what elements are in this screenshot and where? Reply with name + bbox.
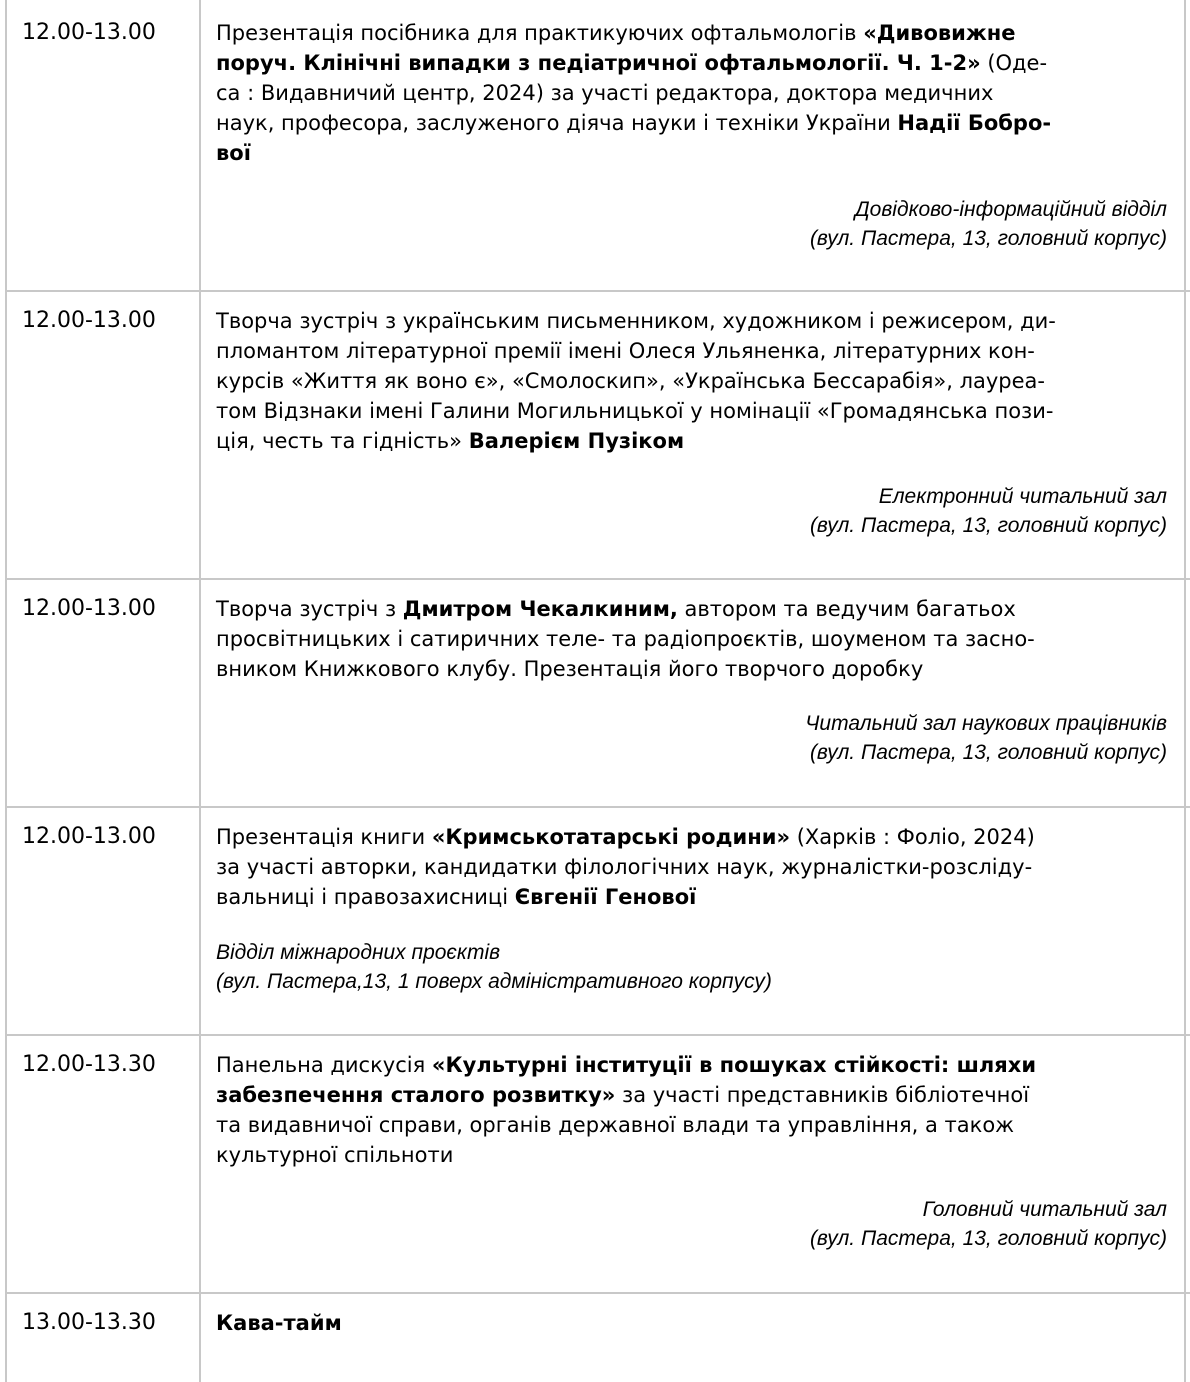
description-bold-text: Валерієм Пузіком — [468, 429, 685, 453]
description-line — [216, 138, 1051, 168]
table-border-right — [1184, 0, 1186, 1382]
event-description — [216, 594, 1035, 684]
description-text: за участі авторки, кандидатки філологічних наук, журналістки-розсліду- — [216, 855, 1033, 879]
location-name: Відділ міжнародних проєктів — [216, 941, 501, 964]
description-bold-text: поруч. Клінічні випадки з педіатричної офтальмології. Ч. 1-2» — [216, 51, 981, 75]
description-line — [216, 852, 1035, 882]
event-time: 12.00-13.00 — [22, 308, 156, 333]
description-line — [216, 624, 1035, 654]
description-bold-text: Євгенії Генової — [514, 885, 697, 909]
table-border-left — [5, 0, 7, 1382]
location-address: (вул. Пастера, 13, головний корпус) — [809, 227, 1167, 250]
event-location — [810, 195, 1167, 253]
description-line — [216, 822, 1035, 852]
description-text: вальниці і правозахисниці — [216, 885, 515, 909]
location-name: Довідково-інформаційний відділ — [854, 198, 1167, 221]
description-line — [216, 336, 1056, 366]
event-description — [216, 18, 1051, 168]
description-text: наук, професора, заслуженого діяча науки і техніки України — [216, 111, 898, 135]
description-line — [216, 1110, 1036, 1140]
event-location — [810, 1195, 1167, 1253]
description-text: Творча зустріч з українським письменником, художником і режисером, ди- — [216, 309, 1056, 333]
event-location — [810, 482, 1167, 540]
description-text: вником Книжкового клубу. Презентація його творчого доробку — [216, 657, 924, 681]
event-time: 12.00-13.30 — [22, 1052, 156, 1077]
description-line — [216, 306, 1056, 336]
description-text: (Харків : Фоліо, 2024) — [790, 825, 1035, 849]
description-text: Панельна дискусія — [216, 1053, 432, 1077]
table-column-divider — [199, 0, 201, 1382]
description-text: (Оде- — [980, 51, 1048, 75]
event-time: 12.00-13.00 — [22, 596, 156, 621]
row-separator — [5, 806, 1190, 808]
description-line — [216, 1140, 1036, 1170]
description-text: Презентація книги — [216, 825, 432, 849]
event-description — [216, 306, 1056, 456]
event-time: 12.00-13.00 — [22, 824, 156, 849]
description-text: том Відзнаки імені Галини Могильницької у номінації «Громадянська пози- — [216, 399, 1054, 423]
description-bold-text: Дмитром Чекалкиним, — [402, 597, 678, 621]
event-location — [805, 709, 1167, 767]
description-bold-text: «Кримськотатарські родини» — [431, 825, 791, 849]
location-address: (вул. Пастера, 13, головний корпус) — [809, 741, 1167, 764]
event-description — [216, 1050, 1036, 1170]
location-name: Електронний читальний зал — [878, 485, 1167, 508]
description-bold-text: «Дивовижне — [863, 21, 1016, 45]
description-line — [216, 426, 1056, 456]
event-time: 13.00-13.30 — [22, 1310, 156, 1335]
description-bold-text: «Культурні інституції в пошуках стійкості: шляхи — [431, 1053, 1037, 1077]
description-line — [216, 48, 1051, 78]
description-text: ція, честь та гідність» — [216, 429, 469, 453]
description-line — [216, 1308, 342, 1338]
location-name: Читальний зал наукових працівників — [805, 712, 1167, 735]
description-line — [216, 396, 1056, 426]
description-bold-text: Надії Бобро- — [897, 111, 1052, 135]
event-time: 12.00-13.00 — [22, 20, 156, 45]
row-separator — [5, 1034, 1190, 1036]
description-text: та видавничої справи, органів державної влади та управління, а також — [216, 1113, 1015, 1137]
description-line — [216, 1050, 1036, 1080]
description-text: пломантом літературної премії імені Олеся Ульяненка, літературних кон- — [216, 339, 1035, 363]
row-separator — [5, 578, 1190, 580]
description-text: Творча зустріч з — [216, 597, 403, 621]
description-line — [216, 1080, 1036, 1110]
description-line — [216, 18, 1051, 48]
description-text: курсів «Життя як воно є», «Смолоскип», «Українська Бессарабія», лауреа- — [216, 369, 1045, 393]
description-line — [216, 108, 1051, 138]
description-bold-text: забезпечення сталого розвитку» — [216, 1083, 616, 1107]
description-text: автором та ведучим багатьох — [677, 597, 1016, 621]
row-separator — [5, 1292, 1190, 1294]
description-text: Презентація посібника для практикуючих офтальмологів — [216, 21, 864, 45]
event-description — [216, 1308, 342, 1338]
location-name: Головний читальний зал — [922, 1198, 1167, 1221]
location-address: (вул. Пастера,13, 1 поверх адміністративного корпусу) — [216, 970, 772, 993]
description-line — [216, 654, 1035, 684]
location-address: (вул. Пастера, 13, головний корпус) — [809, 1227, 1167, 1250]
description-text: культурної спільноти — [216, 1143, 454, 1167]
description-text: просвітницьких і сатиричних теле- та радіопроєктів, шоуменом та засно- — [216, 627, 1035, 651]
description-bold-text: Кава-тайм — [216, 1311, 342, 1335]
location-address: (вул. Пастера, 13, головний корпус) — [809, 514, 1167, 537]
row-separator — [5, 290, 1190, 292]
description-text: са : Видавничий центр, 2024) за участі редактора, доктора медичних — [216, 81, 994, 105]
description-line — [216, 366, 1056, 396]
description-text: за участі представників бібліотечної — [615, 1083, 1030, 1107]
event-location — [216, 938, 772, 996]
description-line — [216, 882, 1035, 912]
event-description — [216, 822, 1035, 912]
description-line — [216, 594, 1035, 624]
description-bold-text: вої — [216, 141, 251, 165]
description-line — [216, 78, 1051, 108]
